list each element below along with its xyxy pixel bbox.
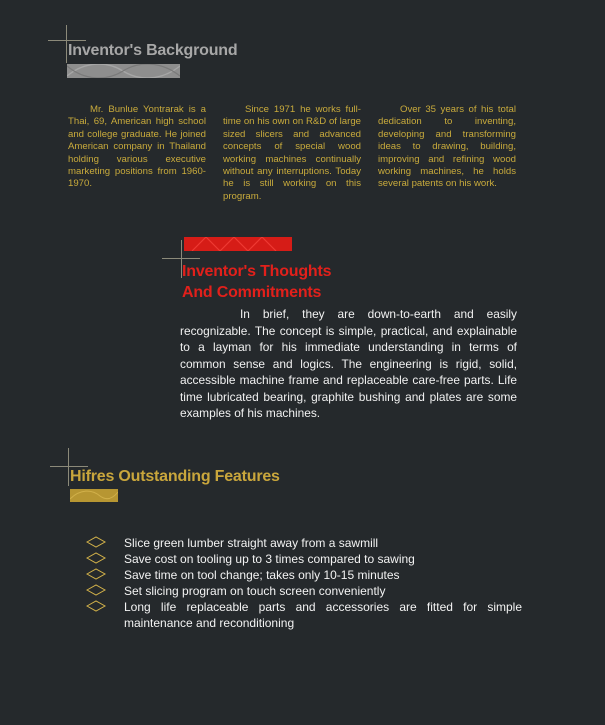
section-title-thoughts bbox=[182, 261, 331, 303]
feature-text: Set slicing program on touch screen conveniently bbox=[124, 584, 386, 598]
decorative-banner bbox=[184, 237, 292, 251]
decorative-banner bbox=[67, 64, 180, 78]
diamond-bullet-icon bbox=[86, 599, 106, 617]
background-paragraph-2: Since 1971 he works full-time on his own on R&D of large sized slicers and advanced concepts of special wood working machines continually without any interruptions. Today he is still working on this program. bbox=[223, 104, 361, 202]
feature-text: Save time on tool change; takes only 10-15 minutes bbox=[124, 568, 400, 582]
section-title-background: Inventor's Background bbox=[68, 42, 238, 59]
section-title-features: Hifres Outstanding Features bbox=[70, 468, 280, 485]
thoughts-title-line-1: Inventor's Thoughts bbox=[182, 263, 332, 280]
background-paragraph-1: Mr. Bunlue Yontrarak is a Thai, 69, American high school and college graduate. He joined American company in Thailand holding various executive marketing positions from 1960-1970. bbox=[68, 104, 206, 190]
crosshair-mark bbox=[50, 466, 88, 467]
thoughts-paragraph: In brief, they are down-to-earth and easily recognizable. The concept is simple, practical, and explainable to a layman for his immediate understanding in terms of common sense and logics. The engineering is rigid, solid, accessible machine frame and replaceable care-free parts. Life time lubricated bearing, graphite bushing and plates are some examples of his machines. bbox=[180, 307, 517, 420]
crosshair-mark bbox=[66, 25, 67, 63]
feature-text: Save cost on tooling up to 3 times compared to sawing bbox=[124, 552, 415, 566]
feature-text: Slice green lumber straight away from a sawmill bbox=[124, 536, 379, 550]
crosshair-mark bbox=[68, 448, 69, 486]
thoughts-title-line-2: And Commitments bbox=[182, 284, 322, 301]
crosshair-mark bbox=[48, 40, 86, 41]
background-paragraph-3: Over 35 years of his total dedication to inventing, developing and transforming ideas to drawing, building, improving and refining wood working machines, he holds several patents on his work. bbox=[378, 104, 516, 190]
decorative-banner bbox=[70, 489, 118, 502]
feature-text: Long life replaceable parts and accessories are fitted for simple maintenance and reconditioning bbox=[124, 600, 522, 630]
